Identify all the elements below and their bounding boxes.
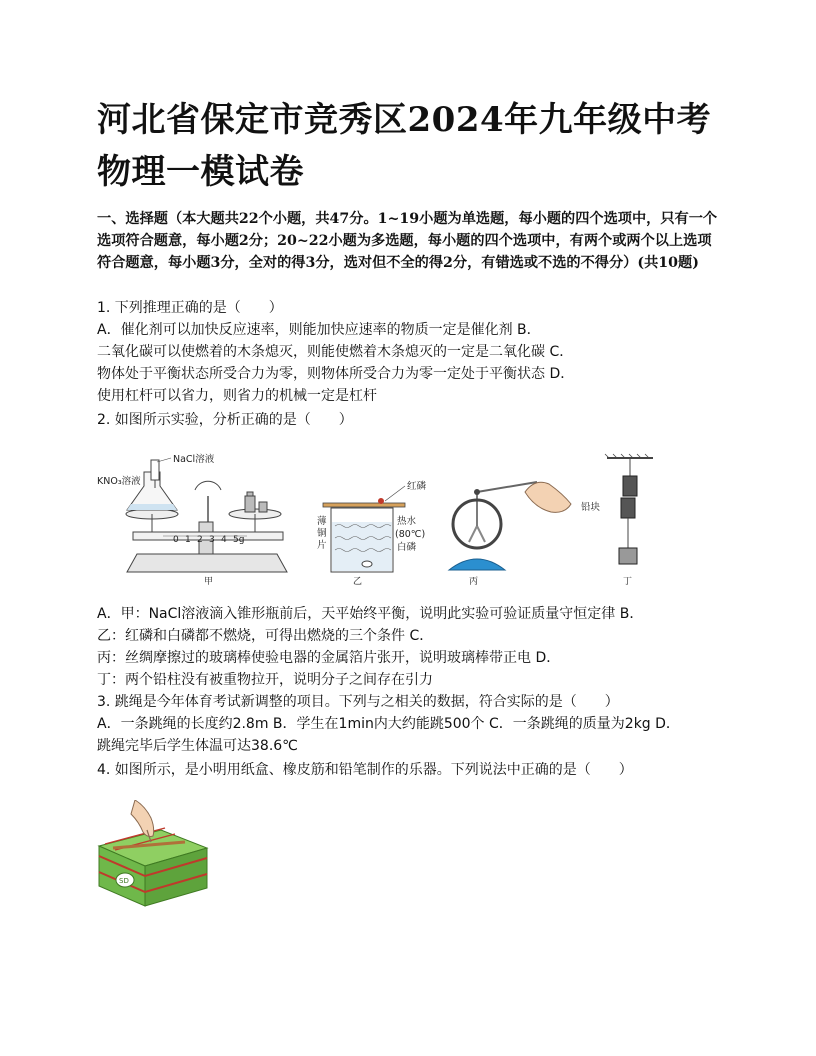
caption-jia: 甲 [204, 577, 214, 587]
combustion-experiment [317, 480, 427, 587]
caption-ding: 丁 [623, 577, 633, 587]
question-1-stem: 1. 下列推理正确的是（ ） [97, 300, 283, 316]
question-2-stem: 2. 如图所示实验，分析正确的是（ ） [97, 412, 353, 428]
label-hot-water: 热水 [397, 516, 417, 527]
question-1-option-a: A．催化剂可以加快反应速率，则能加快应速率的物质一定是催化剂 B． [97, 322, 541, 338]
question-3-stem: 3. 跳绳是今年体育考试新调整的项目。下列与之相关的数据，符合实际的是（ ） [97, 694, 619, 710]
label-nacl: NaCl溶液 [173, 454, 215, 465]
label-copper-2: 铜 [317, 528, 327, 539]
caption-bing: 丙 [469, 577, 479, 587]
question-1-option-d: 使用杠杆可以省力，则省力的机械一定是杠杆 [97, 388, 377, 404]
caption-yi: 乙 [353, 577, 363, 587]
label-lead-block: 铅块 [581, 502, 601, 513]
question-2-figure [97, 452, 667, 590]
box-logo: SD [119, 877, 129, 885]
scale-tick-0: 0 [173, 535, 179, 545]
label-white-phosphorus: 白磷 [397, 542, 417, 553]
question-4-stem: 4. 如图所示，是小明用纸盒、橡皮筋和铅笔制作的乐器。下列说法中正确的是（ ） [97, 762, 633, 778]
balance-experiment [97, 453, 287, 587]
question-2-option-d: 丁：两个铅柱没有被重物拉开，说明分子之间存在引力 [97, 672, 433, 688]
electroscope-experiment [449, 482, 571, 587]
scale-tick-1: 1 [185, 535, 191, 545]
question-1-option-b: 二氧化碳可以使燃着的木条熄灭，则能使燃着木条熄灭的一定是二氧化碳 C． [97, 344, 574, 360]
label-red-phosphorus: 红磷 [407, 481, 427, 492]
lead-cylinder-experiment [581, 454, 653, 587]
question-2-option-c: 丙：丝绸摩擦过的玻璃棒使验电器的金属箔片张开，说明玻璃棒带正电 D． [97, 650, 561, 666]
exam-title: 河北省保定市竞秀区2024年九年级中考物理一模试卷 [97, 100, 712, 192]
question-2-option-b: 乙：红磷和白磷都不燃烧，可得出燃烧的三个条件 C． [97, 628, 434, 644]
question-2-option-a: A．甲：NaCl溶液滴入锥形瓶前后，天平始终平衡，说明此实验可验证质量守恒定律 B． [97, 606, 644, 622]
question-3-option-a: A．一条跳绳的长度约2.8m B．学生在1min内大约能跳500个 C．一条跳绳的质量为2kg D． [97, 716, 680, 732]
scale-tick-2: 2 [197, 535, 203, 545]
label-temperature: (80℃) [395, 529, 426, 540]
scale-tick-4: 4 [221, 535, 227, 545]
label-copper-1: 薄 [317, 516, 327, 527]
section-heading: 一、选择题（本大题共22个小题，共47分。1~19小题为单选题，每小题的四个选项中，只有一个选项符合题意，每小题2分；20~22小题为多选题，每小题的四个选项中，有两个或两个以上选项符合题意，每小题3分，全对的得3分，选对但不全的得2分，有错选或不选的不得分）(共10题) [97, 211, 718, 271]
question-1-option-c: 物体处于平衡状态所受合力为零，则物体所受合力为零一定处于平衡状态 D． [97, 366, 575, 382]
question-3-option-b: 跳绳完毕后学生体温可达38.6℃ [97, 738, 298, 754]
scale-tick-5g: 5g [233, 535, 245, 545]
question-4-figure [95, 800, 209, 910]
label-kno3: KNO₃溶液 [97, 476, 141, 487]
scale-tick-3: 3 [209, 535, 215, 545]
label-copper-3: 片 [317, 540, 327, 551]
